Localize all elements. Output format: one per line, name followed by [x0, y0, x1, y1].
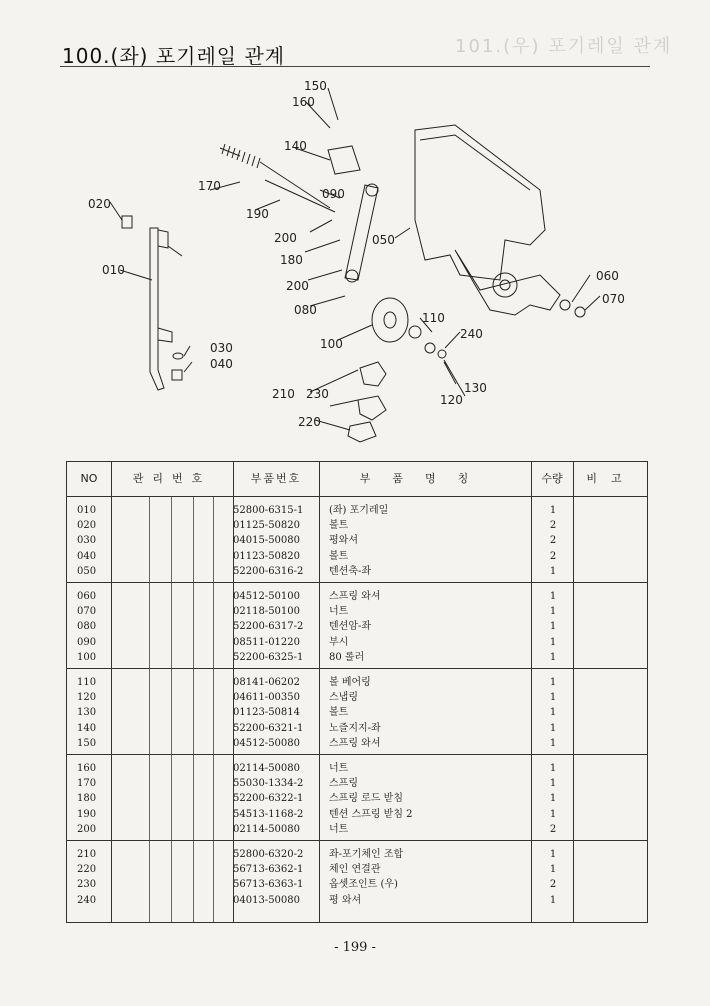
cell-no: 150	[77, 737, 97, 749]
cell-part-no: 54513-1168-2	[233, 808, 304, 820]
cell-qty: 1	[549, 651, 557, 663]
table-row	[67, 847, 647, 863]
table-row	[67, 503, 647, 519]
table-row	[67, 690, 647, 706]
callout-220: 220	[298, 415, 321, 429]
table-row	[67, 619, 647, 635]
cell-part-no: 01123-50814	[233, 707, 301, 719]
cell-part-name: (좌) 포기레일	[329, 505, 389, 516]
cell-part-name: 스프링 와셔	[329, 591, 381, 602]
page-title: 100.(좌) 포기레일 관계	[62, 44, 286, 68]
cell-part-no: 04015-50080	[233, 535, 301, 547]
cell-part-no: 04512-50100	[233, 591, 301, 602]
cell-part-name: 볼트	[329, 707, 349, 719]
cell-part-name: 볼트	[329, 550, 349, 562]
cell-qty: 1	[549, 692, 557, 704]
cell-no: 070	[77, 606, 97, 618]
cell-part-no: 01123-50820	[233, 550, 301, 562]
table-row	[67, 564, 647, 580]
cell-part-no: 52800-6320-2	[233, 849, 304, 860]
header-part-no: 부품번호	[250, 472, 302, 485]
cell-part-name: 스프링	[329, 778, 358, 790]
callout-010: 010	[102, 263, 125, 277]
cell-no: 170	[77, 778, 97, 790]
header-no: NO	[80, 472, 98, 485]
cell-no: 090	[77, 636, 97, 648]
cell-part-no: 52200-6321-1	[233, 722, 304, 734]
table-row	[67, 675, 647, 691]
callout-150: 150	[304, 79, 327, 93]
cell-no: 020	[77, 520, 97, 532]
cell-qty: 1	[549, 778, 557, 790]
table-header	[67, 462, 647, 497]
callout-110: 110	[422, 311, 445, 325]
cell-part-name: 평와셔	[329, 535, 358, 547]
callout-180: 180	[280, 253, 303, 267]
cell-no: 140	[77, 722, 97, 734]
header-remark: 비고	[586, 472, 636, 485]
cell-qty: 2	[549, 520, 557, 532]
callout-230: 230	[306, 387, 329, 401]
cell-qty: 1	[549, 763, 557, 774]
bracket-plate	[415, 125, 545, 280]
row-group	[67, 583, 647, 669]
cell-part-no: 04013-50080	[233, 894, 301, 906]
cell-part-name: 80 롤러	[329, 651, 365, 663]
cell-part-no: 52200-6316-2	[233, 565, 304, 577]
cell-part-name: 노즐지지-좌	[329, 722, 381, 734]
cell-no: 190	[77, 808, 97, 820]
cell-part-name: 좌-포기체인 조합	[329, 849, 404, 860]
cell-no: 060	[77, 591, 97, 602]
roller	[372, 298, 408, 342]
page-number: - 199 -	[334, 940, 376, 955]
cell-no: 180	[77, 793, 97, 805]
spring-hub	[493, 273, 517, 297]
cell-part-no: 04611-00350	[233, 692, 301, 704]
table-row	[67, 776, 647, 792]
pogi-rail	[150, 228, 164, 390]
cell-no: 230	[77, 879, 97, 891]
callout-190: 190	[246, 207, 269, 221]
cell-qty: 1	[549, 737, 557, 749]
cell-qty: 1	[549, 849, 557, 860]
cell-part-name: 텐션암-좌	[329, 621, 372, 633]
row-group	[67, 669, 647, 755]
table-row	[67, 877, 647, 893]
chain-link	[360, 362, 386, 386]
cell-qty: 2	[549, 535, 557, 547]
cell-no: 030	[77, 535, 97, 547]
cell-part-no: 52200-6325-1	[233, 651, 304, 663]
cell-qty: 1	[549, 894, 557, 906]
cell-no: 080	[77, 621, 97, 633]
callout-120: 120	[440, 393, 463, 407]
cell-part-name: 스프링 와셔	[329, 737, 381, 749]
callout-200: 200	[274, 231, 297, 245]
table-row	[67, 705, 647, 721]
header-qty: 수량	[541, 472, 563, 485]
nozzle-support	[328, 146, 360, 174]
cell-no: 160	[77, 763, 97, 774]
cell-no: 220	[77, 864, 97, 876]
cell-part-no: 08141-06202	[233, 677, 301, 688]
cell-no: 040	[77, 550, 97, 562]
cell-part-name: 옵셋조인트 (우)	[329, 879, 398, 891]
callout-130: 130	[464, 381, 487, 395]
cell-part-no: 56713-6363-1	[233, 879, 304, 891]
callout-240: 240	[460, 327, 483, 341]
cell-no: 120	[77, 692, 97, 704]
cell-part-no: 52800-6315-1	[233, 505, 304, 516]
cell-part-no: 52200-6322-1	[233, 793, 304, 805]
callout-040: 040	[210, 357, 233, 371]
callout-070: 070	[602, 292, 625, 306]
cell-no: 130	[77, 707, 97, 719]
cell-no: 010	[77, 505, 97, 516]
header-mgmt-no: 관리번호	[132, 472, 212, 485]
cell-part-name: 볼 베어링	[329, 677, 371, 688]
cell-qty: 1	[549, 591, 557, 602]
cell-qty: 1	[549, 565, 557, 577]
cell-part-name: 텐션축-좌	[329, 565, 372, 577]
cell-qty: 2	[549, 879, 557, 891]
callout-200b: 200	[286, 279, 309, 293]
table-row	[67, 893, 647, 909]
cell-part-name: 볼트	[329, 520, 349, 532]
cell-part-no: 56713-6362-1	[233, 864, 304, 876]
cell-part-name: 체인 연결관	[329, 864, 381, 876]
cell-qty: 1	[549, 808, 557, 820]
cell-part-no: 02114-50080	[233, 763, 301, 774]
cell-qty: 1	[549, 793, 557, 805]
table-row	[67, 589, 647, 605]
table-row	[67, 862, 647, 878]
cell-part-no: 52200-6317-2	[233, 621, 304, 633]
cell-part-name: 스프링 로드 받침	[329, 793, 403, 805]
cell-qty: 1	[549, 621, 557, 633]
cell-part-name: 너트	[329, 606, 349, 618]
table-row	[67, 736, 647, 752]
table-row	[67, 791, 647, 807]
cell-qty: 1	[549, 707, 557, 719]
cell-no: 210	[77, 849, 97, 860]
table-row	[67, 533, 647, 549]
header-part-name: 부품명칭	[359, 472, 491, 485]
cell-part-no: 01125-50820	[233, 520, 301, 532]
callout-080: 080	[294, 303, 317, 317]
cell-qty: 1	[549, 606, 557, 618]
row-group	[67, 841, 647, 924]
cell-part-no: 55030-1334-2	[233, 778, 304, 790]
callout-060: 060	[596, 269, 619, 283]
table-row	[67, 807, 647, 823]
callout-170: 170	[198, 179, 221, 193]
callout-090: 090	[322, 187, 345, 201]
cell-part-no: 04512-50080	[233, 737, 301, 749]
exploded-parts-diagram	[60, 70, 650, 450]
row-group	[67, 497, 647, 583]
cell-part-no: 02114-50080	[233, 823, 301, 835]
table-row	[67, 549, 647, 565]
table-row	[67, 650, 647, 666]
cell-qty: 2	[549, 823, 557, 835]
cell-qty: 1	[549, 722, 557, 734]
callout-020: 020	[88, 197, 111, 211]
bleed-through-title: 101.(우) 포기레일 관계	[455, 36, 673, 57]
callout-030: 030	[210, 341, 233, 355]
callout-100: 100	[320, 337, 343, 351]
callout-140: 140	[284, 139, 307, 153]
row-group	[67, 755, 647, 841]
cell-part-name: 너트	[329, 763, 349, 774]
callout-160: 160	[292, 95, 315, 109]
table-row	[67, 721, 647, 737]
callout-050: 050	[372, 233, 395, 247]
table-row	[67, 822, 647, 838]
cell-part-no: 02118-50100	[233, 606, 301, 618]
table-row	[67, 761, 647, 777]
cell-no: 110	[77, 677, 97, 688]
spring-rod	[220, 144, 260, 168]
callout-210: 210	[272, 387, 295, 401]
cell-no: 240	[77, 894, 97, 906]
parts-table	[66, 461, 648, 923]
cell-qty: 1	[549, 677, 557, 688]
cell-qty: 1	[549, 505, 557, 516]
cell-part-name: 스냅링	[329, 692, 358, 704]
cell-no: 100	[77, 651, 97, 663]
cell-qty: 2	[549, 550, 557, 562]
cell-qty: 1	[549, 864, 557, 876]
cell-no: 200	[77, 823, 97, 835]
cell-part-no: 08511-01220	[233, 636, 301, 648]
table-row	[67, 635, 647, 651]
title-rule	[60, 66, 650, 67]
rail-arm	[455, 250, 560, 315]
cell-part-name: 부시	[329, 636, 349, 648]
cell-part-name: 너트	[329, 823, 349, 835]
cell-part-name: 평 와셔	[329, 894, 362, 906]
table-row	[67, 518, 647, 534]
table-row	[67, 604, 647, 620]
cell-qty: 1	[549, 636, 557, 648]
cell-no: 050	[77, 565, 97, 577]
cell-part-name: 텐션 스프링 받침 2	[329, 808, 413, 820]
